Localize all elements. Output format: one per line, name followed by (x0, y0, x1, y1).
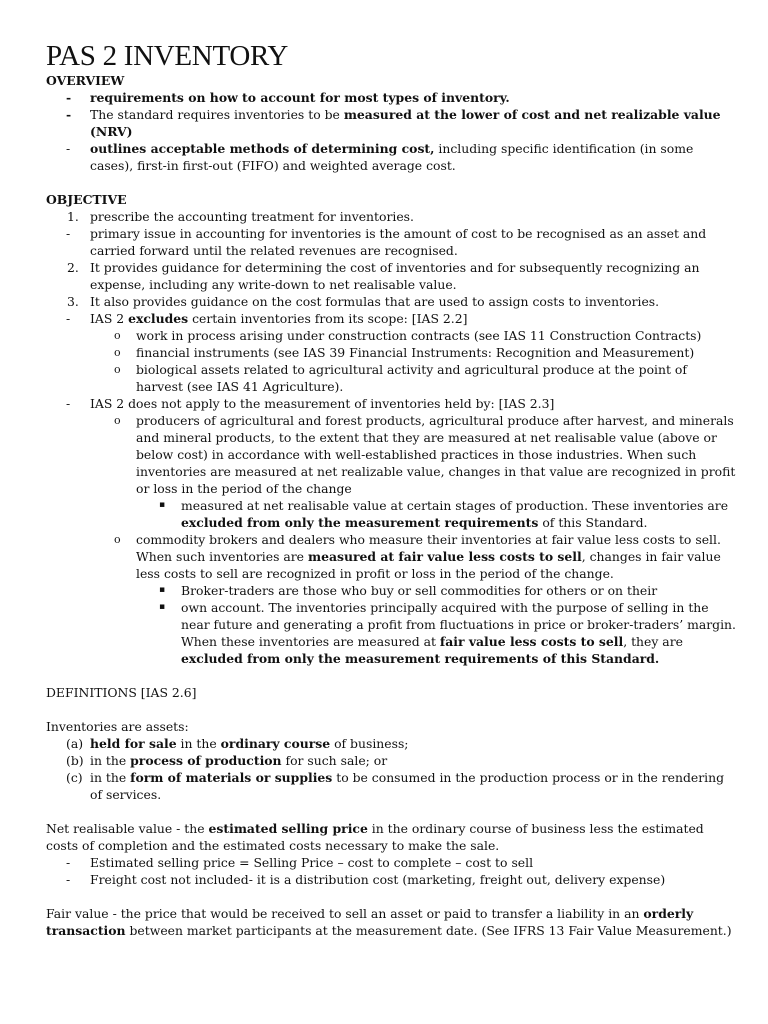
list-item-text (181, 583, 657, 598)
list-marker: 2. (67, 260, 79, 275)
text-run: IAS 2 (90, 311, 129, 326)
list-item-text (90, 141, 693, 173)
objective-item (46, 531, 736, 582)
text-run: including specific identification (in some cases), first-in first-out (FIFO) and weighted average cost. (90, 141, 694, 173)
list-marker: ▪ (159, 585, 166, 595)
inventories-item (46, 752, 736, 769)
list-item-text (136, 532, 721, 581)
overview-item (46, 140, 736, 174)
list-marker: o (114, 329, 121, 342)
text-run: Estimated selling price = Selling Price – cost to complete – cost to sell (90, 855, 534, 870)
text-run: Broker-traders are those who buy or sell commodities for others or on their (181, 583, 658, 598)
list-marker: (a) (66, 736, 84, 751)
objective-item (46, 259, 736, 293)
objective-item (46, 344, 736, 361)
list-marker: o (114, 414, 121, 427)
text-run: in the (90, 770, 131, 785)
text-run: in the ordinary course of business less the estimated costs of completion and the estimated costs necessary to make the sale. (46, 821, 704, 853)
nrv-item (46, 854, 736, 871)
list-item-text (181, 600, 736, 666)
inventories-item (46, 735, 736, 752)
objective-list (46, 208, 736, 667)
nrv-list (46, 854, 736, 888)
text-run: for such sale; or (281, 753, 388, 768)
text-run: Net realisable value - the (46, 821, 209, 836)
list-item-text (90, 311, 467, 326)
bold-text: form of materials or supplies (130, 770, 333, 785)
text-run: to be consumed in the production process or in the rendering of services. (90, 770, 725, 802)
objective-item (46, 497, 736, 531)
objective-item (46, 310, 736, 327)
list-marker: - (66, 311, 71, 326)
list-marker: (c) (66, 770, 83, 785)
bold-text: measured at the lower of cost and net realizable value (NRV) (90, 107, 721, 139)
text-run: producers of agricultural and forest products, agricultural produce after harvest, and minerals and mineral products, to the extent that they are measured at net realisable value (above or below cost) in accordance with well-established practices in those industries. When such inventories are measured at net realizable value, changes in that value are recognized in profit or loss in the period of the change (136, 413, 736, 496)
overview-heading: OVERVIEW (46, 73, 125, 88)
list-item-text (90, 107, 721, 139)
list-marker: - (66, 396, 71, 411)
inventories-item (46, 769, 736, 803)
text-run: of this Standard. (538, 515, 648, 530)
overview-item (46, 89, 736, 106)
text-run: Freight cost not included- it is a distribution cost (marketing, freight out, delivery expense) (90, 872, 666, 887)
objective-item (46, 361, 736, 395)
text-run: measured at net realisable value at certain stages of production. These inventories are (181, 498, 729, 513)
list-item-text (90, 90, 510, 105)
bold-text: orderly transaction (46, 906, 694, 938)
objective-item (46, 327, 736, 344)
list-marker: - (66, 855, 71, 870)
list-item-text (90, 294, 659, 309)
text-run: between market participants at the measurement date. (See IFRS 13 Fair Value Measurement.) (125, 923, 732, 938)
objective-item (46, 582, 736, 599)
list-item-text (90, 770, 724, 802)
list-item-text (90, 260, 700, 292)
definitions-heading: DEFINITIONS [IAS 2.6] (46, 685, 197, 700)
bold-text: fair value less costs to sell (439, 634, 624, 649)
list-item-text (90, 396, 554, 411)
list-marker: o (114, 363, 121, 376)
inventories-list (46, 735, 736, 803)
text-run: , they are (623, 634, 683, 649)
list-item-text (90, 736, 409, 751)
page-title: PAS 2 INVENTORY (46, 40, 289, 72)
text-run: , changes in fair value less costs to sell are recognized in profit or loss in the period of the change. (136, 549, 721, 581)
bold-text: held for sale (90, 736, 177, 751)
objective-item (46, 208, 736, 225)
text-run: own account. The inventories principally acquired with the purpose of selling in the near future and generating a profit from fluctuations in price or broker-traders’ margin. When these inventories are measured at (181, 600, 736, 649)
list-marker: ▪ (159, 602, 166, 612)
inventories-intro: Inventories are assets: (46, 719, 189, 734)
list-marker: ▪ (159, 500, 166, 510)
list-item-text (90, 753, 387, 768)
list-marker: o (114, 533, 121, 546)
list-marker: 3. (67, 294, 79, 309)
objective-item (46, 412, 736, 497)
objective-item (46, 599, 736, 667)
overview-list (46, 89, 736, 174)
text-run: work in process arising under construction contracts (see IAS 11 Construction Contracts) (136, 328, 702, 343)
overview-item (46, 106, 736, 140)
objective-item (46, 395, 736, 412)
list-marker: o (114, 346, 121, 359)
list-item-text (90, 872, 665, 887)
text-run: of business; (330, 736, 409, 751)
list-item-text (136, 413, 735, 496)
bold-text: process of production (130, 753, 282, 768)
text-run: IAS 2 does not apply to the measurement of inventories held by: [IAS 2.3] (90, 396, 555, 411)
fair-value-definition (46, 905, 736, 939)
text-run: It also provides guidance on the cost formulas that are used to assign costs to inventories. (90, 294, 660, 309)
nrv-item (46, 871, 736, 888)
bold-text: excludes (128, 311, 189, 326)
text-run: financial instruments (see IAS 39 Financial Instruments: Recognition and Measurement) (136, 345, 695, 360)
bold-text: excluded from only the measurement requirements of this Standard. (181, 651, 660, 666)
list-marker: - (66, 872, 71, 887)
list-marker: - (66, 107, 72, 122)
list-marker: (b) (66, 753, 84, 768)
text-run: prescribe the accounting treatment for inventories. (90, 209, 414, 224)
list-item-text (136, 328, 701, 343)
bold-text: excluded from only the measurement requirements (181, 515, 539, 530)
text-run: The standard requires inventories to be (90, 107, 344, 122)
list-item-text (136, 345, 694, 360)
list-marker: - (66, 226, 71, 241)
list-item-text (136, 362, 687, 394)
list-marker: - (66, 90, 72, 105)
bold-text: measured at fair value less costs to sell (307, 549, 582, 564)
list-item-text (90, 226, 706, 258)
text-run: Fair value - the price that would be received to sell an asset or paid to transfer a liability in an (46, 906, 644, 921)
bold-text: ordinary course (220, 736, 331, 751)
objective-heading: OBJECTIVE (46, 192, 127, 207)
bold-text: outlines acceptable methods of determining cost, (90, 141, 435, 156)
list-item-text (90, 209, 414, 224)
bold-text: requirements on how to account for most types of inventory. (90, 90, 510, 105)
bold-text: estimated selling price (208, 821, 368, 836)
list-item-text (181, 498, 728, 530)
objective-item (46, 293, 736, 310)
document-page (46, 40, 736, 939)
text-run: certain inventories from its scope: [IAS 2.2] (188, 311, 468, 326)
list-item-text (90, 855, 533, 870)
text-run: commodity brokers and dealers who measure their inventories at fair value less costs to sell. When such inventories are (136, 532, 721, 564)
text-run: in the (90, 753, 131, 768)
list-marker: 1. (67, 209, 79, 224)
text-run: biological assets related to agricultural activity and agricultural produce at the point of harvest (see IAS 41 Agriculture). (136, 362, 687, 394)
list-marker: - (66, 141, 71, 156)
objective-item (46, 225, 736, 259)
text-run: in the (176, 736, 221, 751)
text-run: It provides guidance for determining the cost of inventories and for subsequently recognizing an expense, including any write-down to net realisable value. (90, 260, 700, 292)
text-run: primary issue in accounting for inventories is the amount of cost to be recognised as an asset and carried forward until the related revenues are recognised. (90, 226, 707, 258)
nrv-definition (46, 820, 736, 854)
